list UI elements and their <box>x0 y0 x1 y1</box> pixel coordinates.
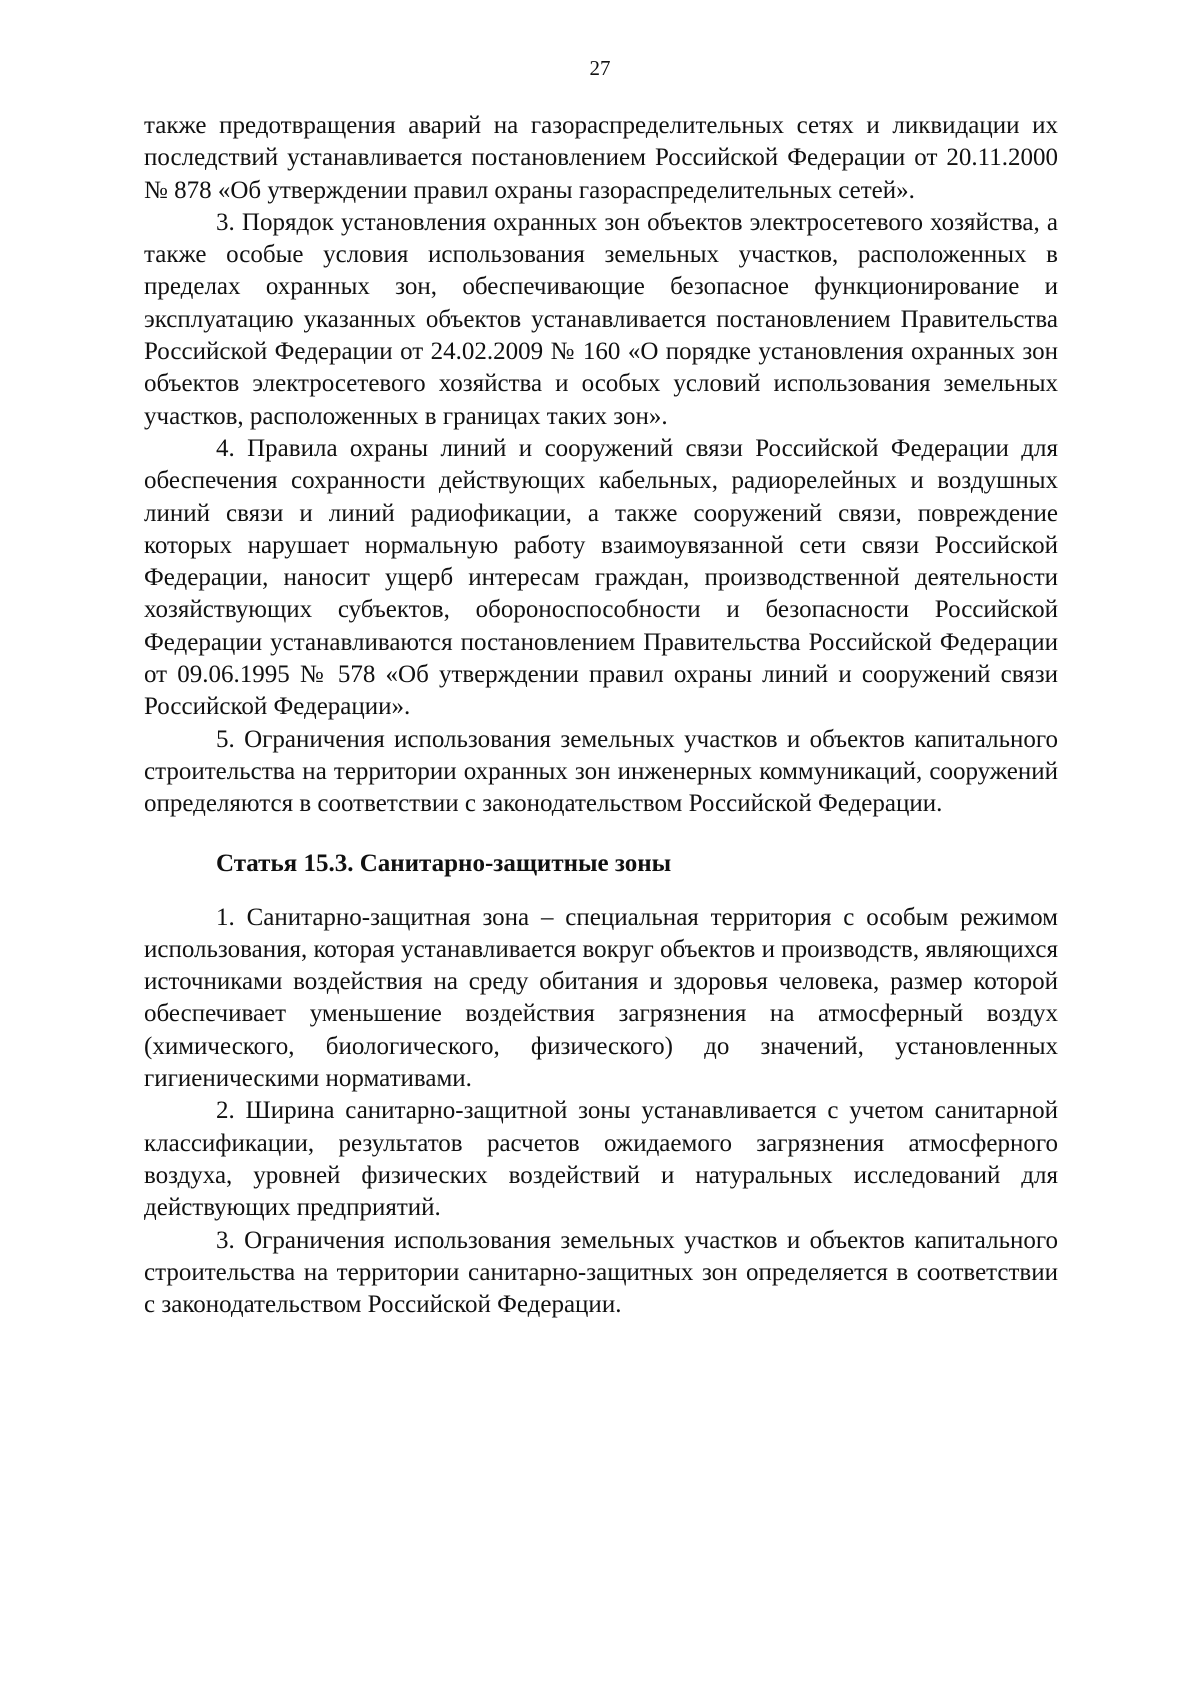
paragraph-item-4: 4. Правила охраны линий и сооружений связи Российской Федерации для обеспечения сохранности действующих кабельных, радиорелейных и воздушных линий связи и линий радиофикации, а также сооружений связи, повреждение которых нарушает нормальную работу взаимоувязанной сети связи Российской Федерации, наносит ущерб интересам граждан, производственной деятельности хозяйствующих субъектов, обороноспособности и безопасности Российской Федерации устанавливаются постановлением Правительства Российской Федерации от 09.06.1995 № 578 «Об утверждении правил охраны линий и сооружений связи Российской Федерации». <box>144 434 1058 721</box>
paragraph-continuation: также предотвращения аварий на газораспределительных сетях и ликвидации их последствий устанавливается постановлением Российской Федерации от 20.11.2000 № 878 «Об утверждении правил охраны газораспределительных сетей». <box>144 112 1058 204</box>
paragraph-item-3: 3. Порядок установления охранных зон объектов электросетевого хозяйства, а также особые условия использования земельных участков, расположенных в пределах охранных зон, обеспечивающие безопасное функционирование и эксплуатацию указанных объектов устанавливается постановлением Правительства Российской Федерации от 24.02.2009 № 160 «О порядке установления охранных зон объектов электросетевого хозяйства и особых условий использования земельных участков, расположенных в границах таких зон». <box>144 208 1058 430</box>
page-number: 27 <box>589 56 611 80</box>
paragraph-item-5: 5. Ограничения использования земельных участков и объектов капитального строительства на территории охранных зон инженерных коммуникаций, сооружений определяются в соответствии с законодательством Российской Федерации. <box>144 725 1058 818</box>
document-body <box>144 110 1058 1321</box>
section-paragraph-2: 2. Ширина санитарно-защитной зоны устанавливается с учетом санитарной классификации, результатов расчетов ожидаемого загрязнения атмосферного воздуха, уровней физических воздействий и натуральных исследований для действующих предприятий. <box>144 1097 1058 1222</box>
section-heading: Статья 15.3. Санитарно-защитные зоны <box>216 849 672 877</box>
section-paragraph-3: 3. Ограничения использования земельных участков и объектов капитального строительства на территории санитарно-защитных зон определяется в соответствии с законодательством Российской Федерации. <box>144 1226 1058 1319</box>
section-paragraph-1: 1. Санитарно-защитная зона – специальная территория с особым режимом использования, которая устанавливается вокруг объектов и производств, являющихся источниками воздействия на среду обитания и здоровья человека, размер которой обеспечивает уменьшение воздействия загрязнения на атмосферный воздух (химического, биологического, физического) до значений, установленных гигиеническими нормативами. <box>144 903 1058 1093</box>
